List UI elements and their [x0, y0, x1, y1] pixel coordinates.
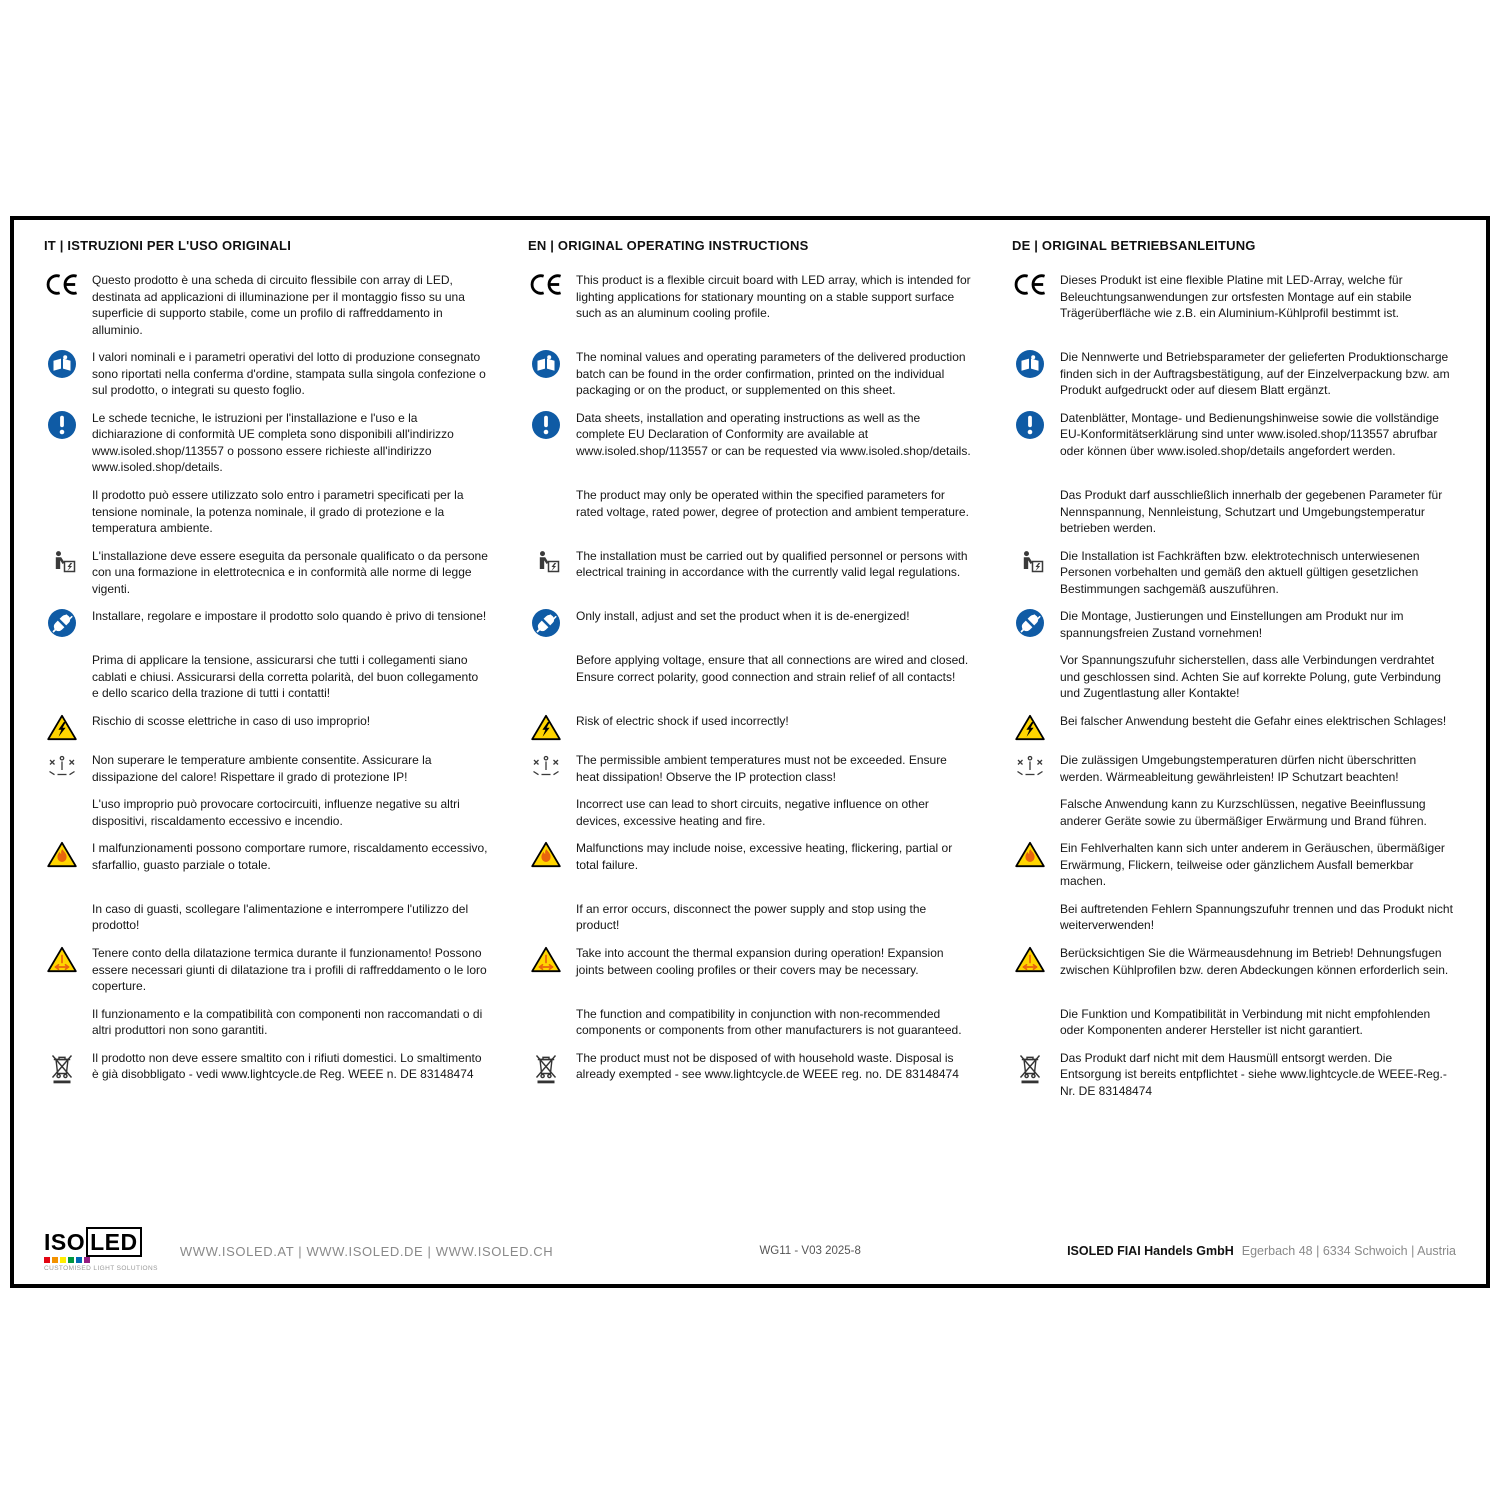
instruction-cell [1012, 410, 1456, 476]
disconnect-power-icon [528, 608, 564, 637]
thermal-expansion-warning-icon [1012, 945, 1048, 973]
icon-spacer [44, 796, 80, 797]
instruction-cell [528, 349, 972, 399]
instruction-cell [1012, 901, 1456, 934]
attention-icon [528, 410, 564, 439]
instruction-text: Le schede tecniche, le istruzioni per l'installazione e l'uso e la dichiarazione di conformità UE completa sono disponibili all'indirizzo www.isoled.shop/113557 o possono essere richieste all'indirizzo www.isoled.shop/details. [92, 410, 454, 475]
instruction-cell [528, 548, 972, 598]
instruction-text: Tenere conto della dilatazione termica durante il funzionamento! Possono essere necessari giunti di dilatazione tra i profili di raffreddamento o le loro coperture. [92, 945, 487, 994]
instruction-text: Prima di applicare la tensione, assicurarsi che tutti i collegamenti siano cablati e chiusi. Assicurarsi della corretta polarità, del buon collegamento e dello scarico della trazione di tutti i contatti! [92, 653, 479, 701]
icon-spacer [44, 487, 80, 488]
instruction-text: Il prodotto può essere utilizzato solo entro i parametri specificati per la tensione nominale, la potenza nominale, il grado di protezione e la temperatura ambiente. [92, 488, 464, 536]
ce-icon [44, 272, 80, 296]
instruction-cell [44, 901, 488, 934]
instruction-cell [1012, 796, 1456, 829]
instruction-text: Take into account the thermal expansion during operation! Expansion joints between cooling profiles or their covers may be necessary. [576, 945, 944, 977]
instruction-cell [1012, 272, 1456, 338]
instruction-text: I valori nominali e i parametri operativi del lotto di produzione consegnato sono riportati nella conferma d'ordine, stampata sulla singola confezione o sul prodotto, o integrati su questo foglio. [92, 350, 486, 398]
instruction-cell [528, 608, 972, 641]
instruction-cell [528, 1050, 972, 1100]
icon-spacer [44, 1006, 80, 1007]
icon-spacer [528, 901, 564, 902]
electrician-icon [1012, 548, 1048, 576]
instruction-text: Bei auftretenden Fehlern Spannungszufuhr trennen und das Produkt nicht weiterverwenden! [1060, 901, 1453, 933]
temperature-icon [44, 752, 80, 778]
instruction-cell [44, 1006, 488, 1039]
electric-shock-warning-icon [1012, 713, 1048, 741]
instruction-cell [1012, 1006, 1456, 1039]
instruction-text: Die Installation ist Fachkräften bzw. elektrotechnisch unterwiesenen Personen vorbehalten und gemäß den aktuell gültigen gesetzlichen Bestimmungen sachgemäß auszuführen. [1060, 548, 1420, 596]
instruction-cell [44, 548, 488, 598]
weee-bin-icon [44, 1050, 80, 1084]
instruction-text: Die Nennwerte und Betriebsparameter der gelieferten Produktionscharge finden sich in der Auftragsbestätigung, auf der Einzelverpackung bzw. am Produkt aufgedruckt oder auf diesem Blatt ergänzt. [1060, 350, 1450, 398]
instruction-text: Il prodotto non deve essere smaltito con i rifiuti domestici. Lo smaltimento è già disobbligato - vedi www.lightcycle.de Reg. WEEE n. DE 83148474 [92, 1050, 482, 1082]
disconnect-power-icon [1012, 608, 1048, 637]
instruction-text: Bei falscher Anwendung besteht die Gefahr eines elektrischen Schlages! [1060, 714, 1447, 729]
instruction-text: Falsche Anwendung kann zu Kurzschlüssen, negative Beeinflussung anderer Geräte sowie zu übermäßiger Erwärmung und Brand führen. [1060, 797, 1427, 828]
instruction-cell [44, 713, 488, 741]
attention-icon [1012, 410, 1048, 439]
icon-spacer [1012, 796, 1048, 797]
sheet-content [14, 220, 1486, 1099]
sheet-footer [44, 1228, 1457, 1273]
icon-spacer [1012, 901, 1048, 902]
company-address: Egerbach 48 | 6334 Schwoich | Austria [1241, 1244, 1457, 1259]
icon-spacer [528, 652, 564, 653]
instruction-cell [44, 652, 488, 702]
instruction-cell [528, 487, 972, 537]
instruction-cell [1012, 548, 1456, 598]
icon-spacer [44, 901, 80, 902]
instruction-text: Berücksichtigen Sie die Wärmeausdehnung im Betrieb! Dehnungsfugen zwischen Kühlprofilen bzw. deren Abdeckungen können erforderlich sein. [1060, 945, 1449, 977]
icon-spacer [528, 796, 564, 797]
read-manual-icon [528, 349, 564, 378]
logo-tagline: CUSTOMISED LIGHT SOLUTIONS [44, 1264, 158, 1272]
instruction-text: Rischio di scosse elettriche in caso di uso improprio! [92, 714, 371, 729]
instruction-cell [528, 410, 972, 476]
instruction-cell [44, 272, 488, 338]
instruction-text: In caso di guasti, scollegare l'alimentazione e interrompere l'utilizzo del prodotto! [92, 901, 469, 933]
weee-bin-icon [528, 1050, 564, 1084]
instruction-text: The product must not be disposed of with household waste. Disposal is already exempted - see www.lightcycle.de WEEE reg. no. DE 83148474 [576, 1050, 959, 1082]
instruction-sheet [10, 216, 1490, 1288]
icon-spacer [44, 652, 80, 653]
instruction-cell [528, 796, 972, 829]
company-info [1067, 1244, 1456, 1258]
instruction-text: Die zulässigen Umgebungstemperaturen dürfen nicht überschritten werden. Wärmeableitung gewährleisten! IP Schutzart beachten! [1060, 753, 1417, 784]
temperature-icon [1012, 752, 1048, 778]
instruction-cell [528, 652, 972, 702]
ce-icon [1012, 272, 1048, 296]
instructions-grid [44, 238, 1456, 1099]
fire-warning-icon [44, 840, 80, 868]
ce-icon [528, 272, 564, 296]
electrician-icon [44, 548, 80, 576]
instruction-text: This product is a flexible circuit board with LED array, which is intended for lighting applications for stationary mounting on a stable support surface such as an aluminum cooling profile. [576, 273, 971, 321]
instruction-text: Incorrect use can lead to short circuits, negative influence on other devices, excessive heating and fire. [576, 797, 929, 828]
instruction-cell [44, 796, 488, 829]
icon-spacer [1012, 652, 1048, 653]
instruction-cell [44, 945, 488, 995]
instruction-text: Installare, regolare e impostare il prodotto solo quando è privo di tensione! [92, 609, 487, 624]
instruction-text: Dieses Produkt ist eine flexible Platine mit LED-Array, welche für Beleuchtungsanwendungen zur ortsfesten Montage auf ein stabile Trägerüberfläche wie z.B. ein Aluminium-Kühlprofil bestimmt ist. [1060, 273, 1412, 321]
instruction-cell [44, 487, 488, 537]
instruction-cell [528, 713, 972, 741]
fire-warning-icon [528, 840, 564, 868]
instruction-cell [528, 1006, 972, 1039]
instruction-text: Before applying voltage, ensure that all connections are wired and closed. Ensure correct polarity, good connection and strain relief of all contacts! [576, 653, 969, 684]
column-header-en: EN | ORIGINAL OPERATING INSTRUCTIONS [528, 238, 809, 253]
fire-warning-icon [1012, 840, 1048, 868]
instruction-cell [1012, 752, 1456, 785]
instruction-text: Only install, adjust and set the product when it is de-energized! [576, 609, 910, 624]
instruction-text: The permissible ambient temperatures must not be exceeded. Ensure heat dissipation! Observe the IP protection class! [576, 753, 947, 784]
instruction-cell [44, 608, 488, 641]
instruction-text: Das Produkt darf nicht mit dem Hausmüll entsorgt werden. Die Entsorgung ist bereits entpflichtet - siehe www.lightcycle.de WEEE-Reg.-Nr. DE 83148474 [1060, 1050, 1447, 1098]
instruction-text: The nominal values and operating parameters of the delivered production batch can be found in the order confirmation, printed on the individual packaging or on the product, or supplemented on this sheet. [576, 350, 966, 398]
electric-shock-warning-icon [528, 713, 564, 741]
instruction-text: If an error occurs, disconnect the power supply and stop using the product! [576, 901, 927, 933]
read-manual-icon [1012, 349, 1048, 378]
instruction-cell [44, 410, 488, 476]
instruction-text: Malfunctions may include noise, excessive heating, flickering, partial or total failure. [576, 841, 953, 872]
instruction-cell [44, 840, 488, 890]
instruction-text: The installation must be carried out by qualified personnel or persons with electrical training in accordance with the currently valid legal regulations. [576, 548, 968, 580]
disconnect-power-icon [44, 608, 80, 637]
instruction-cell [1012, 1050, 1456, 1100]
instruction-text: I malfunzionamenti possono comportare rumore, riscaldamento eccessivo, sfarfallio, guasto parziale o totale. [92, 841, 488, 872]
instruction-text: Die Funktion und Kompatibilität in Verbindung mit nicht empfohlenden oder Komponenten anderer Hersteller ist nicht garantiert. [1060, 1006, 1431, 1038]
icon-spacer [528, 487, 564, 488]
isoled-logo [44, 1228, 158, 1273]
instruction-cell [44, 1050, 488, 1100]
attention-icon [44, 410, 80, 439]
instruction-text: Questo prodotto è una scheda di circuito flessibile con array di LED, destinata ad applicazioni di illuminazione per il montaggio fisso su una superficie di supporto stabile, come un profilo di raffreddamento in alluminio. [92, 273, 465, 337]
instruction-text: Data sheets, installation and operating instructions as well as the complete EU Declaration of Conformity are available at www.isoled.shop/113557 or can be requested via www.isoled.shop/details. [576, 410, 971, 458]
instruction-cell [1012, 840, 1456, 890]
instruction-cell [1012, 713, 1456, 741]
instruction-text: Das Produkt darf ausschließlich innerhalb der gegebenen Parameter für Nennspannung, Nennleistung, Schutzart und Umgebungstemperatur betrieben werden. [1060, 488, 1443, 536]
instruction-cell [528, 945, 972, 995]
instruction-text: Risk of electric shock if used incorrectly! [576, 714, 789, 729]
logo-color-squares [44, 1257, 158, 1263]
document-code: WG11 - V03 2025-8 [759, 1245, 861, 1258]
logo-text [44, 1228, 158, 1255]
instruction-text: The product may only be operated within the specified parameters for rated voltage, rated power, degree of protection and ambient temperature. [576, 488, 969, 519]
instruction-text: Datenblätter, Montage- und Bedienungshinweise sowie die vollständige EU-Konformitätserklärung sind unter www.isoled.shop/113557 abrufbar oder können über www.isoled.shop/details angefordert werden. [1060, 410, 1439, 458]
instruction-cell [528, 840, 972, 890]
electrician-icon [528, 548, 564, 576]
icon-spacer [528, 1006, 564, 1007]
column-header-de: DE | ORIGINAL BETRIEBSANLEITUNG [1012, 238, 1256, 253]
icon-spacer [1012, 1006, 1048, 1007]
logo-iso: ISO [44, 1228, 86, 1255]
temperature-icon [528, 752, 564, 778]
instruction-cell [1012, 349, 1456, 399]
instruction-cell [1012, 945, 1456, 995]
instruction-text: Non superare le temperature ambiente consentite. Assicurare la dissipazione del calore! Rispettare il grado di protezione IP! [92, 753, 432, 784]
instruction-cell [528, 272, 972, 338]
instruction-text: L'installazione deve essere eseguita da personale qualificato o da persone con una formazione in elettrotecnica e in conformità alle norme di legge vigenti. [92, 548, 488, 596]
footer-websites: WWW.ISOLED.AT | WWW.ISOLED.DE | WWW.ISOLED.CH [179, 1243, 554, 1259]
instruction-text: The function and compatibility in conjunction with non-recommended components or components from other manufacturers is not guaranteed. [576, 1006, 962, 1038]
instruction-cell [1012, 608, 1456, 641]
instruction-cell [1012, 652, 1456, 702]
thermal-expansion-warning-icon [528, 945, 564, 973]
instruction-cell [44, 752, 488, 785]
thermal-expansion-warning-icon [44, 945, 80, 973]
instruction-text: Vor Spannungszufuhr sicherstellen, dass alle Verbindungen verdrahtet und geschlossen sind. Achten Sie auf korrekte Polung, gute Verbindung und Zugentlastung aller Kontakte! [1060, 653, 1441, 701]
logo-led: LED [86, 1227, 142, 1257]
instruction-text: Ein Fehlverhalten kann sich unter anderem in Geräuschen, übermäßiger Erwärmung, Flickern, teilweise oder gänzlichem Ausfall bemerkbar machen. [1060, 841, 1445, 889]
instruction-text: L'uso improprio può provocare cortocircuiti, influenze negative su altri dispositivi, riscaldamento eccessivo e incendio. [92, 797, 460, 828]
column-header-it: IT | ISTRUZIONI PER L'USO ORIGINALI [44, 238, 292, 253]
company-name: ISOLED FIAI Handels GmbH [1067, 1244, 1234, 1259]
instruction-text: Die Montage, Justierungen und Einstellungen am Produkt nur im spannungsfreien Zustand vornehmen! [1060, 609, 1404, 640]
instruction-cell [1012, 487, 1456, 537]
instruction-text: Il funzionamento e la compatibilità con componenti non raccomandati o di altri produttori non sono garantiti. [92, 1006, 483, 1038]
read-manual-icon [44, 349, 80, 378]
instruction-cell [528, 752, 972, 785]
electric-shock-warning-icon [44, 713, 80, 741]
weee-bin-icon [1012, 1050, 1048, 1084]
instruction-cell [528, 901, 972, 934]
instruction-cell [44, 349, 488, 399]
icon-spacer [1012, 487, 1048, 488]
